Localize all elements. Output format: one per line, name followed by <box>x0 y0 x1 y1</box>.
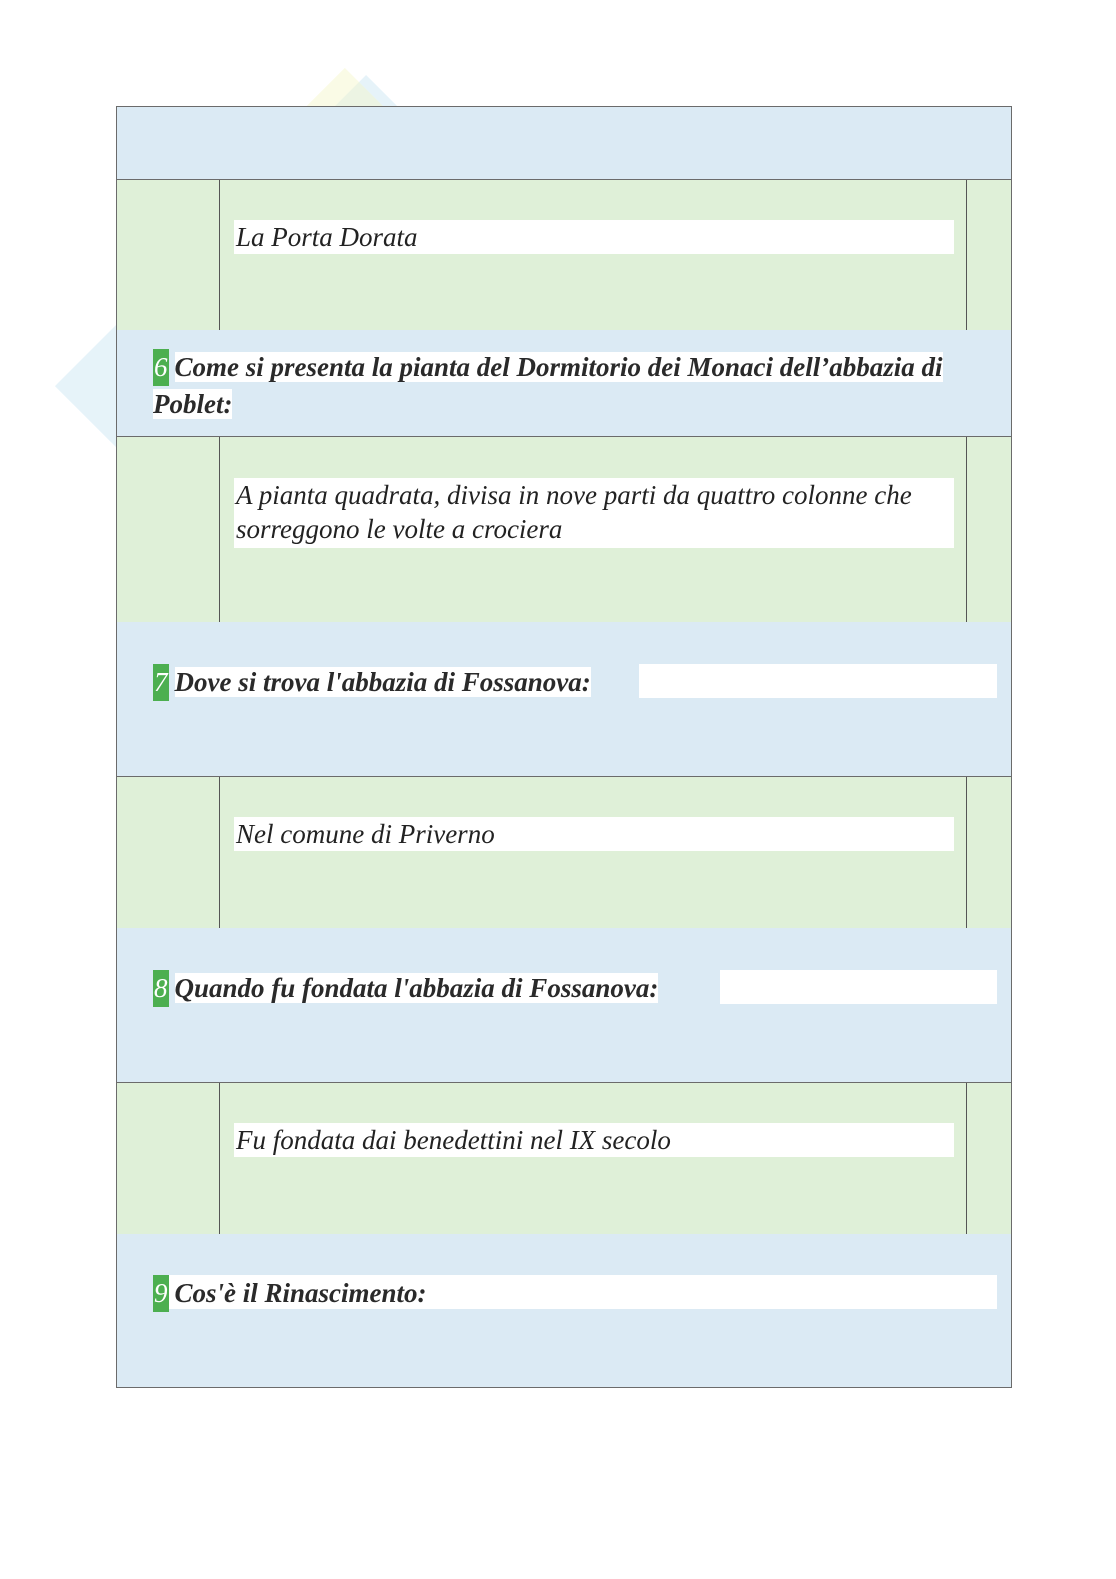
answer-cell <box>219 1083 967 1234</box>
quiz-table <box>116 106 1012 1388</box>
question-number: 7 <box>153 664 169 701</box>
question-row <box>117 1234 1011 1387</box>
answer-row <box>117 776 1011 928</box>
answer-text: La Porta Dorata <box>234 220 954 254</box>
question-text <box>153 349 997 423</box>
question-text <box>153 970 997 1007</box>
question-row <box>117 330 1011 436</box>
answer-text: A pianta quadrata, divisa in nove parti da quattro colonne che sorreggono le volte a crociera <box>234 478 954 548</box>
question-row <box>117 928 1011 1082</box>
answer-row <box>117 436 1011 622</box>
question-number: 9 <box>153 1275 169 1312</box>
question-number: 8 <box>153 970 169 1007</box>
question-label: Quando fu fondata l'abbazia di Fossanova: <box>174 973 659 1003</box>
answer-cell <box>219 180 967 330</box>
question-label: Dove si trova l'abbazia di Fossanova: <box>174 667 591 697</box>
header-band <box>117 107 1011 179</box>
answer-text: Nel comune di Priverno <box>234 817 954 851</box>
answer-cell <box>219 777 967 928</box>
answer-text: Fu fondata dai benedettini nel IX secolo <box>234 1123 954 1157</box>
question-text <box>153 664 997 701</box>
answer-row <box>117 179 1011 330</box>
question-label: Cos'è il Rinascimento: <box>174 1278 427 1308</box>
question-number: 6 <box>153 349 169 386</box>
question-label: Come si presenta la pianta del Dormitorio dei Monaci dell’abbazia di Poblet: <box>153 352 943 419</box>
answer-row <box>117 1082 1011 1234</box>
question-row <box>117 622 1011 776</box>
question-text <box>153 1275 997 1312</box>
